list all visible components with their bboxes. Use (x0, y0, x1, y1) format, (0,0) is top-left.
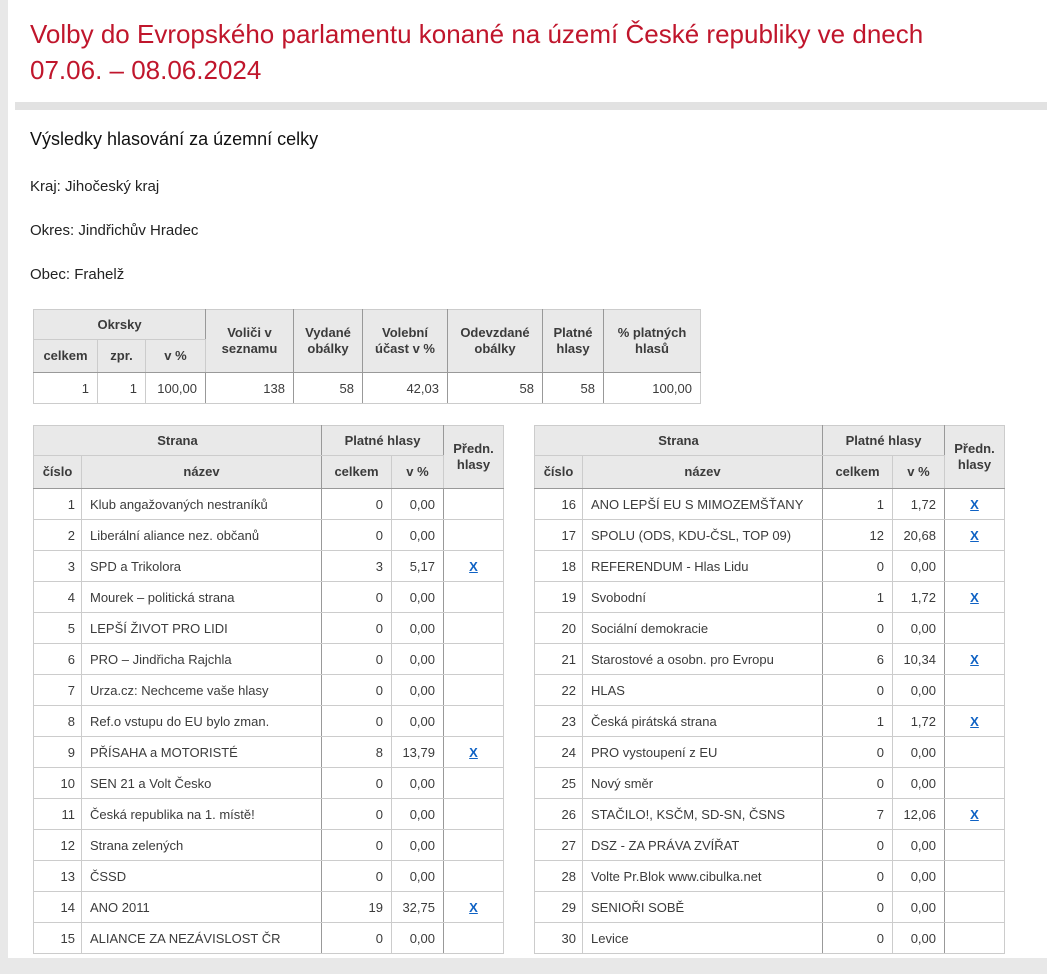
party-votes-percent: 0,00 (893, 675, 945, 706)
party-number: 10 (34, 768, 82, 799)
preferential-votes-cell (444, 923, 504, 954)
header-okrsky: Okrsky (34, 310, 206, 340)
party-name: Liberální aliance nez. občanů (82, 520, 322, 551)
header-platne-hlasy-right: Platné hlasy (823, 426, 945, 456)
party-name: LEPŠÍ ŽIVOT PRO LIDI (82, 613, 322, 644)
party-name: STAČILO!, KSČM, SD-SN, ČSNS (583, 799, 823, 830)
party-votes-percent: 0,00 (392, 675, 444, 706)
preferential-votes-link[interactable]: X (469, 558, 478, 574)
preferential-votes-cell (945, 737, 1005, 768)
vydane-value: 58 (294, 373, 363, 404)
party-votes-total: 0 (322, 489, 392, 520)
party-row (535, 613, 1005, 644)
header-okrsky-v-pct: v % (146, 340, 206, 373)
header-celkem-right: celkem (823, 456, 893, 489)
preferential-votes-cell (945, 644, 1005, 675)
party-votes-total: 1 (823, 489, 893, 520)
header-v-pct-right: v % (893, 456, 945, 489)
header-predn-hlasy-left: Předn. hlasy (444, 426, 504, 489)
header-platne-hlasy-left: Platné hlasy (322, 426, 444, 456)
party-number: 29 (535, 892, 583, 923)
party-row (34, 582, 504, 613)
turnout-summary-table (33, 309, 701, 404)
party-name: Mourek – politická strana (82, 582, 322, 613)
party-row (535, 706, 1005, 737)
party-number: 24 (535, 737, 583, 768)
page-title-line2: 07.06. – 08.06.2024 (30, 55, 262, 85)
party-number: 23 (535, 706, 583, 737)
page (8, 0, 1047, 958)
party-number: 12 (34, 830, 82, 861)
party-votes-total: 0 (322, 799, 392, 830)
preferential-votes-link[interactable]: X (970, 713, 979, 729)
party-votes-total: 0 (322, 861, 392, 892)
party-votes-total: 8 (322, 737, 392, 768)
party-number: 11 (34, 799, 82, 830)
preferential-votes-cell (945, 799, 1005, 830)
party-votes-total: 0 (823, 830, 893, 861)
header-volebni-ucast: Volební účast v % (363, 310, 448, 373)
preferential-votes-cell (444, 799, 504, 830)
party-number: 5 (34, 613, 82, 644)
party-votes-total: 0 (823, 737, 893, 768)
party-number: 22 (535, 675, 583, 706)
party-votes-percent: 0,00 (392, 489, 444, 520)
preferential-votes-cell (444, 737, 504, 768)
preferential-votes-link[interactable]: X (970, 527, 979, 543)
preferential-votes-cell (945, 892, 1005, 923)
party-number: 3 (34, 551, 82, 582)
header-strana-right: Strana (535, 426, 823, 456)
header-platne-hlasy: Platné hlasy (543, 310, 604, 373)
party-votes-percent: 1,72 (893, 489, 945, 520)
party-row (535, 644, 1005, 675)
page-title (8, 0, 1047, 88)
party-votes-percent: 1,72 (893, 706, 945, 737)
volici-value: 138 (206, 373, 294, 404)
preferential-votes-cell (945, 830, 1005, 861)
party-row (535, 489, 1005, 520)
kraj-label: Kraj: (30, 178, 61, 195)
party-row (34, 768, 504, 799)
pct-platnych-value: 100,00 (604, 373, 701, 404)
party-votes-percent: 0,00 (893, 737, 945, 768)
party-results-table-right (534, 425, 1005, 954)
party-votes-total: 7 (823, 799, 893, 830)
party-votes-percent: 0,00 (392, 923, 444, 954)
party-votes-total: 3 (322, 551, 392, 582)
party-votes-percent: 0,00 (392, 861, 444, 892)
results-subtitle: Výsledky hlasování za územní celky (30, 129, 319, 149)
party-votes-total: 0 (823, 675, 893, 706)
party-row (535, 675, 1005, 706)
party-votes-percent: 0,00 (392, 613, 444, 644)
party-name: SEN 21 a Volt Česko (82, 768, 322, 799)
preferential-votes-cell (945, 489, 1005, 520)
party-name: Svobodní (583, 582, 823, 613)
party-name: ALIANCE ZA NEZÁVISLOST ČR (82, 923, 322, 954)
party-number: 1 (34, 489, 82, 520)
preferential-votes-cell (444, 675, 504, 706)
party-number: 15 (34, 923, 82, 954)
okrsky-zpr-value: 1 (98, 373, 146, 404)
party-votes-total: 1 (823, 706, 893, 737)
preferential-votes-cell (444, 582, 504, 613)
party-votes-percent: 0,00 (392, 644, 444, 675)
region-okres (8, 195, 1047, 239)
party-votes-percent: 1,72 (893, 582, 945, 613)
party-row (535, 551, 1005, 582)
party-name: ANO LEPŠÍ EU S MIMOZEMŠŤANY (583, 489, 823, 520)
party-votes-total: 0 (322, 706, 392, 737)
preferential-votes-cell (945, 706, 1005, 737)
party-number: 16 (535, 489, 583, 520)
party-votes-percent: 0,00 (392, 799, 444, 830)
party-votes-total: 0 (823, 613, 893, 644)
party-votes-total: 0 (322, 613, 392, 644)
preferential-votes-cell (444, 489, 504, 520)
preferential-votes-cell (945, 582, 1005, 613)
party-row (535, 799, 1005, 830)
party-name: ANO 2011 (82, 892, 322, 923)
party-name: PŘÍSAHA a MOTORISTÉ (82, 737, 322, 768)
odevzdane-value: 58 (448, 373, 543, 404)
okrsky-v-pct-value: 100,00 (146, 373, 206, 404)
party-row (34, 520, 504, 551)
party-row (34, 551, 504, 582)
party-row (535, 520, 1005, 551)
party-votes-total: 0 (322, 582, 392, 613)
party-votes-percent: 0,00 (392, 768, 444, 799)
okres-value: Jindřichův Hradec (78, 222, 199, 239)
party-number: 13 (34, 861, 82, 892)
preferential-votes-cell (945, 551, 1005, 582)
party-tables-container (33, 425, 1047, 954)
preferential-votes-cell (945, 923, 1005, 954)
party-votes-percent: 13,79 (392, 737, 444, 768)
preferential-votes-cell (945, 861, 1005, 892)
party-name: ČSSD (82, 861, 322, 892)
party-name: Starostové a osobn. pro Evropu (583, 644, 823, 675)
party-votes-total: 0 (322, 768, 392, 799)
party-votes-percent: 0,00 (893, 613, 945, 644)
party-name: Levice (583, 923, 823, 954)
preferential-votes-cell (945, 613, 1005, 644)
party-number: 2 (34, 520, 82, 551)
region-kraj (8, 150, 1047, 195)
party-number: 14 (34, 892, 82, 923)
party-votes-percent: 0,00 (392, 830, 444, 861)
party-row (34, 892, 504, 923)
header-okrsky-celkem: celkem (34, 340, 98, 373)
party-row (34, 861, 504, 892)
party-votes-total: 19 (322, 892, 392, 923)
region-obec (8, 239, 1047, 283)
party-row (34, 799, 504, 830)
party-number: 18 (535, 551, 583, 582)
preferential-votes-link[interactable]: X (469, 899, 478, 915)
party-votes-percent: 0,00 (893, 892, 945, 923)
party-votes-total: 0 (823, 551, 893, 582)
party-votes-total: 0 (823, 923, 893, 954)
preferential-votes-cell (444, 706, 504, 737)
party-row (535, 892, 1005, 923)
header-cislo-left: číslo (34, 456, 82, 489)
obec-value: Frahelž (74, 266, 125, 283)
party-name: Sociální demokracie (583, 613, 823, 644)
party-votes-percent: 0,00 (392, 706, 444, 737)
party-votes-total: 0 (322, 520, 392, 551)
party-rows-right (535, 489, 1005, 954)
party-row (535, 923, 1005, 954)
preferential-votes-cell (444, 768, 504, 799)
party-results-table-left (33, 425, 504, 954)
party-name: Ref.o vstupu do EU bylo zman. (82, 706, 322, 737)
kraj-value: Jihočeský kraj (65, 178, 160, 195)
party-name: SENIOŘI SOBĚ (583, 892, 823, 923)
preferential-votes-link[interactable]: X (970, 806, 979, 822)
party-number: 9 (34, 737, 82, 768)
party-name: SPOLU (ODS, KDU-ČSL, TOP 09) (583, 520, 823, 551)
party-row (34, 675, 504, 706)
party-name: PRO vystoupení z EU (583, 737, 823, 768)
party-votes-percent: 0,00 (392, 582, 444, 613)
preferential-votes-cell (444, 861, 504, 892)
party-number: 17 (535, 520, 583, 551)
party-votes-total: 0 (322, 830, 392, 861)
party-name: Nový směr (583, 768, 823, 799)
party-name: DSZ - ZA PRÁVA ZVÍŘAT (583, 830, 823, 861)
party-row (34, 644, 504, 675)
preferential-votes-link[interactable]: X (469, 744, 478, 760)
party-number: 30 (535, 923, 583, 954)
preferential-votes-link[interactable]: X (970, 651, 979, 667)
party-row (535, 861, 1005, 892)
preferential-votes-cell (444, 613, 504, 644)
party-row (535, 768, 1005, 799)
party-name: HLAS (583, 675, 823, 706)
party-name: PRO – Jindřicha Rajchla (82, 644, 322, 675)
party-votes-total: 0 (322, 923, 392, 954)
party-votes-percent: 5,17 (392, 551, 444, 582)
party-row (34, 489, 504, 520)
party-votes-percent: 0,00 (893, 861, 945, 892)
party-votes-percent: 10,34 (893, 644, 945, 675)
okres-label: Okres: (30, 222, 75, 239)
party-row (34, 706, 504, 737)
party-name: REFERENDUM - Hlas Lidu (583, 551, 823, 582)
header-okrsky-zpr: zpr. (98, 340, 146, 373)
party-votes-total: 0 (823, 861, 893, 892)
party-votes-total: 0 (322, 675, 392, 706)
header-celkem-left: celkem (322, 456, 392, 489)
page-title-line1: Volby do Evropského parlamentu konané na území České republiky ve dnech (30, 19, 924, 49)
party-votes-percent: 0,00 (893, 768, 945, 799)
preferential-votes-cell (444, 551, 504, 582)
okrsky-celkem-value: 1 (34, 373, 98, 404)
header-nazev-right: název (583, 456, 823, 489)
preferential-votes-cell (945, 520, 1005, 551)
party-number: 26 (535, 799, 583, 830)
party-votes-total: 0 (823, 768, 893, 799)
party-row (34, 923, 504, 954)
party-number: 6 (34, 644, 82, 675)
party-votes-percent: 32,75 (392, 892, 444, 923)
party-name: Strana zelených (82, 830, 322, 861)
preferential-votes-cell (444, 644, 504, 675)
header-predn-hlasy-right: Předn. hlasy (945, 426, 1005, 489)
party-number: 25 (535, 768, 583, 799)
preferential-votes-cell (444, 520, 504, 551)
preferential-votes-link[interactable]: X (970, 589, 979, 605)
summary-data-row (34, 373, 701, 404)
party-votes-percent: 12,06 (893, 799, 945, 830)
party-votes-percent: 20,68 (893, 520, 945, 551)
party-number: 19 (535, 582, 583, 613)
party-votes-percent: 0,00 (392, 520, 444, 551)
header-odevzdane-obalky: Odevzdané obálky (448, 310, 543, 373)
ucast-value: 42,03 (363, 373, 448, 404)
party-row (535, 582, 1005, 613)
preferential-votes-cell (444, 830, 504, 861)
party-number: 27 (535, 830, 583, 861)
party-votes-total: 0 (322, 644, 392, 675)
party-row (34, 830, 504, 861)
header-strana-left: Strana (34, 426, 322, 456)
party-row (535, 830, 1005, 861)
party-votes-total: 1 (823, 582, 893, 613)
party-number: 7 (34, 675, 82, 706)
party-votes-total: 0 (823, 892, 893, 923)
header-pct-platnych-hlasu: % platných hlasů (604, 310, 701, 373)
header-cislo-right: číslo (535, 456, 583, 489)
party-row (34, 737, 504, 768)
party-name: Česká republika na 1. místě! (82, 799, 322, 830)
party-votes-total: 12 (823, 520, 893, 551)
preferential-votes-cell (945, 768, 1005, 799)
party-votes-percent: 0,00 (893, 830, 945, 861)
header-v-pct-left: v % (392, 456, 444, 489)
party-votes-percent: 0,00 (893, 551, 945, 582)
header-vydane-obalky: Vydané obálky (294, 310, 363, 373)
party-row (34, 613, 504, 644)
obec-label: Obec: (30, 266, 71, 283)
preferential-votes-cell (444, 892, 504, 923)
party-votes-percent: 0,00 (893, 923, 945, 954)
party-number: 20 (535, 613, 583, 644)
party-name: SPD a Trikolora (82, 551, 322, 582)
party-number: 28 (535, 861, 583, 892)
party-number: 21 (535, 644, 583, 675)
party-votes-total: 6 (823, 644, 893, 675)
party-name: Urza.cz: Nechceme vaše hlasy (82, 675, 322, 706)
party-name: Klub angažovaných nestraníků (82, 489, 322, 520)
platne-value: 58 (543, 373, 604, 404)
party-name: Volte Pr.Blok www.cibulka.net (583, 861, 823, 892)
header-volici-v-seznamu: Voliči v seznamu (206, 310, 294, 373)
preferential-votes-link[interactable]: X (970, 496, 979, 512)
party-number: 8 (34, 706, 82, 737)
title-divider (15, 102, 1047, 110)
header-nazev-left: název (82, 456, 322, 489)
preferential-votes-cell (945, 675, 1005, 706)
party-name: Česká pirátská strana (583, 706, 823, 737)
party-number: 4 (34, 582, 82, 613)
party-row (535, 737, 1005, 768)
party-rows-left (34, 489, 504, 954)
